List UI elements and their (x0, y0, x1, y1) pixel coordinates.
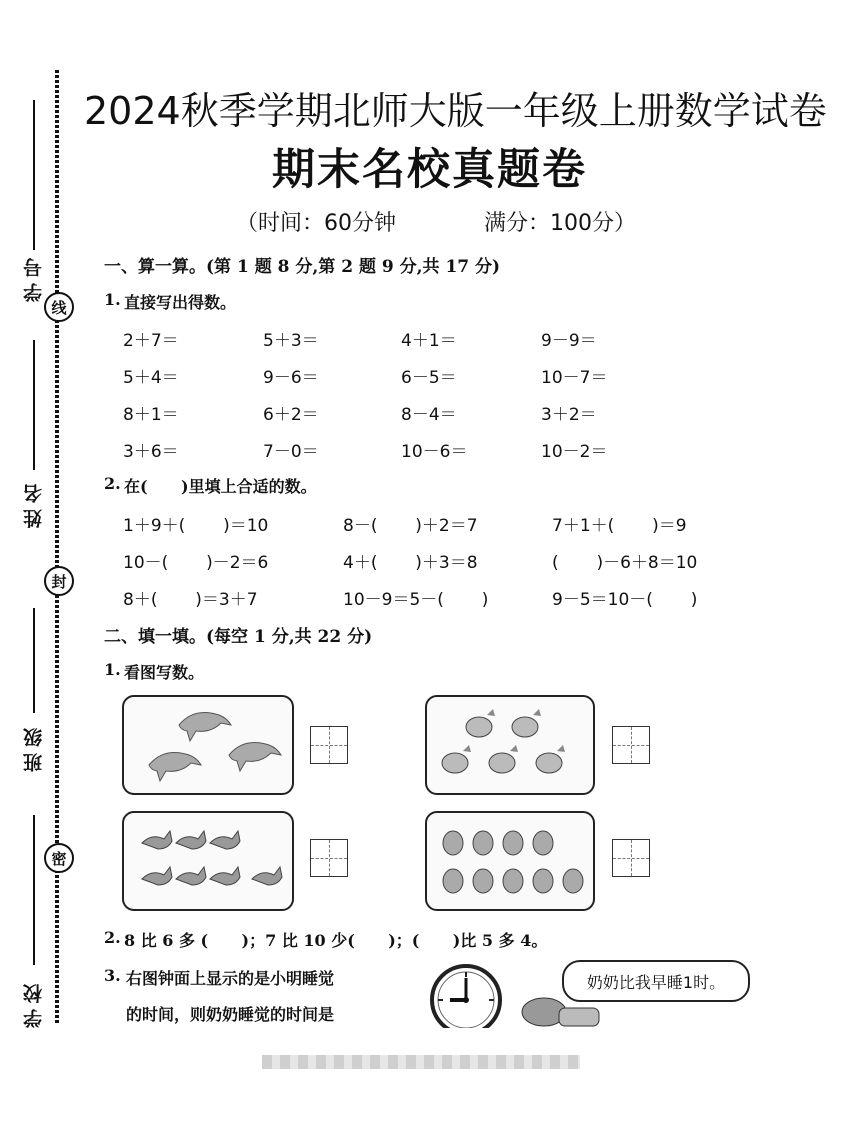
student-id-label: 学号 (23, 252, 45, 302)
calc-item: 6＋2＝ (263, 405, 319, 425)
calc-item: 5＋4＝ (123, 368, 179, 388)
calc-item: 8－4＝ (401, 405, 457, 425)
calc-item: 10－7＝ (541, 368, 608, 388)
section2-heading: 二、填一填。(每空 1 分,共 22 分) (104, 627, 373, 647)
class-label: 班级 (23, 722, 45, 772)
s2-q3-line2: 的时间，则奶奶睡觉的时间是 (126, 1005, 335, 1024)
fill-item: 8－( )＋2＝7 (343, 516, 478, 536)
rooster-icon (427, 697, 593, 793)
fill-item: 9－5＝10－( ) (552, 590, 698, 610)
calc-item: 3＋6＝ (123, 442, 179, 462)
fill-item: ( )－6＋8＝10 (552, 553, 698, 573)
s2-q1-title: 看图写数。 (124, 663, 205, 682)
dolphin-icon (124, 697, 292, 793)
duck-picture-box (425, 811, 595, 911)
seal-seal-mark: 封 (44, 566, 74, 596)
name-rule (33, 340, 35, 470)
binding-dashed-line (55, 70, 59, 1025)
exam-title: 2024秋季学期北师大版一年级上册数学试卷 (84, 89, 827, 133)
answer-box-dolphins[interactable] (310, 726, 348, 764)
fill-item: 8＋( )＝3＋7 (123, 590, 258, 610)
fill-item: 1＋9＋( )＝10 (123, 516, 269, 536)
s2-q2-text: 8 比 6 多 ( )；7 比 10 少( )；( )比 5 多 4。 (124, 931, 548, 950)
calc-item: 6－5＝ (401, 368, 457, 388)
blurred-footer (262, 1055, 580, 1069)
calc-item: 9－9＝ (541, 331, 597, 351)
q1-title: 直接写出得数。 (124, 293, 237, 312)
time-info: （时间：60分钟 (236, 211, 396, 236)
calc-item: 7－0＝ (263, 442, 319, 462)
q1-number: 1. (104, 290, 121, 309)
q2-title: 在( )里填上合适的数。 (124, 477, 317, 496)
score-info: 满分：100分） (484, 211, 636, 236)
s2-q1-number: 1. (104, 660, 121, 679)
answer-box-birds[interactable] (310, 839, 348, 877)
s2-q3-number: 3. (104, 966, 121, 985)
calc-item: 8＋1＝ (123, 405, 179, 425)
dolphin-picture-box (122, 695, 294, 795)
q2-number: 2. (104, 474, 121, 493)
calc-item: 10－6＝ (401, 442, 468, 462)
fill-item: 7＋1＋( )＝9 (552, 516, 687, 536)
answer-box-ducks[interactable] (612, 839, 650, 877)
school-rule (33, 815, 35, 965)
rooster-picture-box (425, 695, 595, 795)
calc-item: 10－2＝ (541, 442, 608, 462)
calc-item: 9－6＝ (263, 368, 319, 388)
calc-item: 4＋1＝ (401, 331, 457, 351)
speech-bubble: 奶奶比我早睡1时。 (562, 960, 750, 1002)
seal-secret-mark: 密 (44, 843, 74, 873)
fill-item: 10－( )－2＝6 (123, 553, 269, 573)
class-rule (33, 608, 35, 713)
seal-line-mark: 线 (44, 292, 74, 322)
s2-q2-number: 2. (104, 928, 121, 947)
fill-item: 4＋( )＋3＝8 (343, 553, 478, 573)
section1-heading: 一、算一算。(第 1 题 8 分,第 2 题 9 分,共 17 分) (104, 257, 501, 277)
s2-q3-line1: 右图钟面上显示的是小明睡觉 (126, 969, 335, 988)
school-label: 学校 (23, 978, 45, 1028)
bird-picture-box (122, 811, 294, 911)
calc-item: 2＋7＝ (123, 331, 179, 351)
clock-icon (428, 962, 508, 1028)
bird-icon (124, 813, 292, 909)
name-label: 姓名 (23, 478, 45, 528)
exam-subtitle: 期末名校真题卷 (272, 145, 587, 195)
duck-icon (427, 813, 593, 909)
fill-item: 10－9＝5－( ) (343, 590, 489, 610)
student-id-rule (33, 100, 35, 250)
calc-item: 5＋3＝ (263, 331, 319, 351)
answer-box-roosters[interactable] (612, 726, 650, 764)
calc-item: 3＋2＝ (541, 405, 597, 425)
